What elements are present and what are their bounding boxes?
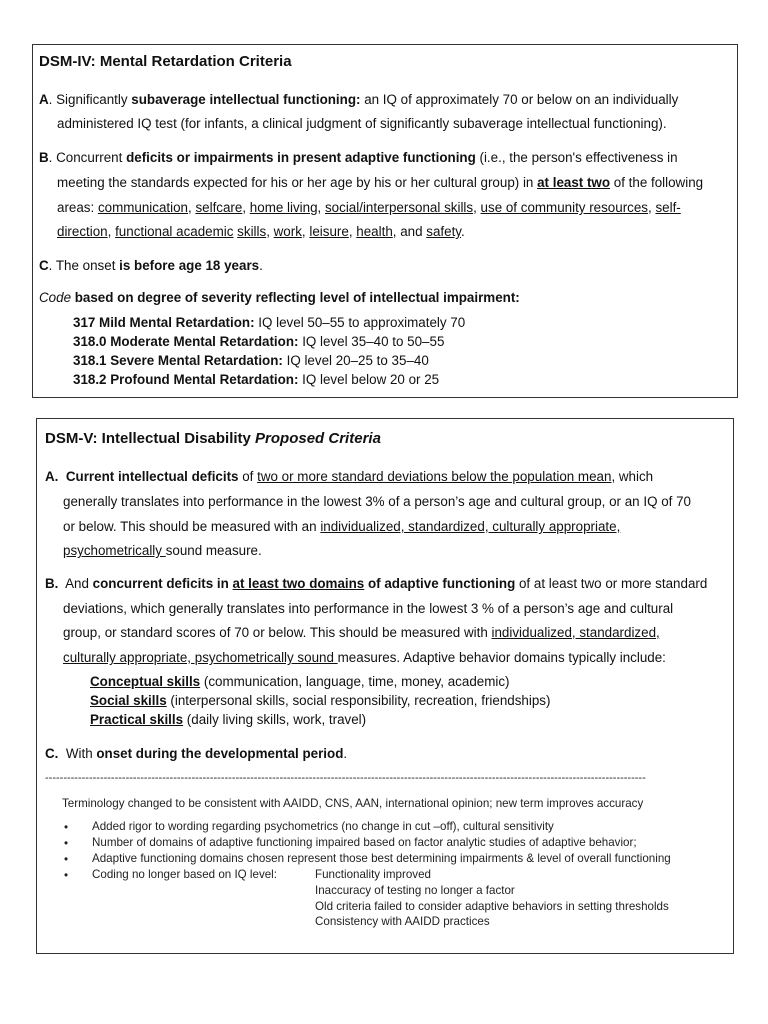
note-bullet: Adaptive functioning domains chosen represent those best determining impairments & level of overall functioning — [92, 852, 671, 865]
dsm5-criterion-a: A. Current intellectual deficits of two or more standard deviations below the population mean, which — [45, 469, 654, 484]
adaptive-domain: Social skills (interpersonal skills, social responsibility, recreation, friendships) — [90, 693, 551, 708]
dsm5-criterion-a-line3: or below. This should be measured with an individualized, standardized, culturally appropriate, — [63, 519, 621, 534]
severity-level: 318.2 Profound Mental Retardation: IQ level below 20 or 25 — [73, 372, 440, 387]
dsm4-criterion-b-line2: meeting the standards expected for his or her age by his or her cultural group) in at least two of the following — [57, 175, 704, 190]
note-bullet: Added rigor to wording regarding psychometrics (no change in cut –off), cultural sensitivity — [92, 820, 554, 833]
dsm4-criterion-b-line3: areas: communication, selfcare, home living, social/interpersonal skills, use of community resources, self- — [57, 200, 681, 215]
dsm4-criterion-b-line4: direction, functional academic skills, work, leisure, health, and safety. — [57, 224, 465, 239]
dsm5-criterion-b-line2: deviations, which generally translates into performance in the lowest 3 % of a person’s age and cultural — [63, 601, 674, 616]
coding-reason: Consistency with AAIDD practices — [315, 915, 490, 928]
dsm5-criteria-box — [36, 418, 734, 954]
dsm5-title: DSM-V: Intellectual Disability Proposed Criteria — [45, 430, 381, 447]
section-divider: -------------------------------------------------------------------------------------------------------------------------------------------------------------------- — [45, 772, 646, 784]
coding-reason: Functionality improved — [315, 868, 431, 881]
note-bullet: Coding no longer based on IQ level: — [92, 868, 277, 881]
bullet-icon: • — [64, 821, 69, 834]
dsm4-criterion-b: B. Concurrent deficits or impairments in present adaptive functioning (i.e., the person's effectiveness in — [39, 150, 678, 165]
dsm5-criterion-c: C. With onset during the developmental period. — [45, 746, 348, 761]
severity-level: 318.1 Severe Mental Retardation: IQ level 20–25 to 35–40 — [73, 353, 429, 368]
severity-level: 318.0 Moderate Mental Retardation: IQ level 35–40 to 50–55 — [73, 334, 445, 349]
dsm4-criterion-a: A. Significantly subaverage intellectual functioning: an IQ of approximately 70 or below on an individually — [39, 92, 679, 107]
dsm5-criterion-b: B. And concurrent deficits in at least two domains of adaptive functioning of at least two or more standard — [45, 576, 708, 591]
note-bullet: Number of domains of adaptive functioning impaired based on factor analytic studies of adaptive behavior; — [92, 836, 637, 849]
dsm4-criteria-box — [32, 44, 738, 398]
terminology-note: Terminology changed to be consistent with AAIDD, CNS, AAN, international opinion; new term improves accuracy — [62, 797, 644, 810]
dsm4-code-intro: Code based on degree of severity reflecting level of intellectual impairment: — [39, 290, 520, 305]
coding-reason: Inaccuracy of testing no longer a factor — [315, 884, 515, 897]
adaptive-domain: Practical skills (daily living skills, work, travel) — [90, 712, 367, 727]
dsm5-criterion-a-line2: generally translates into performance in the lowest 3% of a person’s age and cultural group, or an IQ of 70 — [63, 494, 691, 509]
bullet-icon: • — [64, 853, 69, 866]
bullet-icon: • — [64, 869, 69, 882]
dsm4-title: DSM-IV: Mental Retardation Criteria — [39, 53, 292, 70]
coding-reason: Old criteria failed to consider adaptive behaviors in setting thresholds — [315, 900, 669, 913]
dsm5-criterion-b-line4: culturally appropriate, psychometrically sound measures. Adaptive behavior domains typically include: — [63, 650, 666, 665]
dsm5-criterion-b-line3: group, or standard scores of 70 or below. This should be measured with individualized, standardized, — [63, 625, 660, 640]
dsm4-criterion-c: C. The onset is before age 18 years. — [39, 258, 263, 273]
dsm5-criterion-a-line4: psychometrically sound measure. — [63, 543, 262, 558]
adaptive-domain: Conceptual skills (communication, language, time, money, academic) — [90, 674, 510, 689]
bullet-icon: • — [64, 837, 69, 850]
severity-level: 317 Mild Mental Retardation: IQ level 50–55 to approximately 70 — [73, 315, 466, 330]
dsm4-criterion-a-line2: administered IQ test (for infants, a clinical judgment of significantly subaverage intellectual functioning). — [57, 116, 667, 131]
